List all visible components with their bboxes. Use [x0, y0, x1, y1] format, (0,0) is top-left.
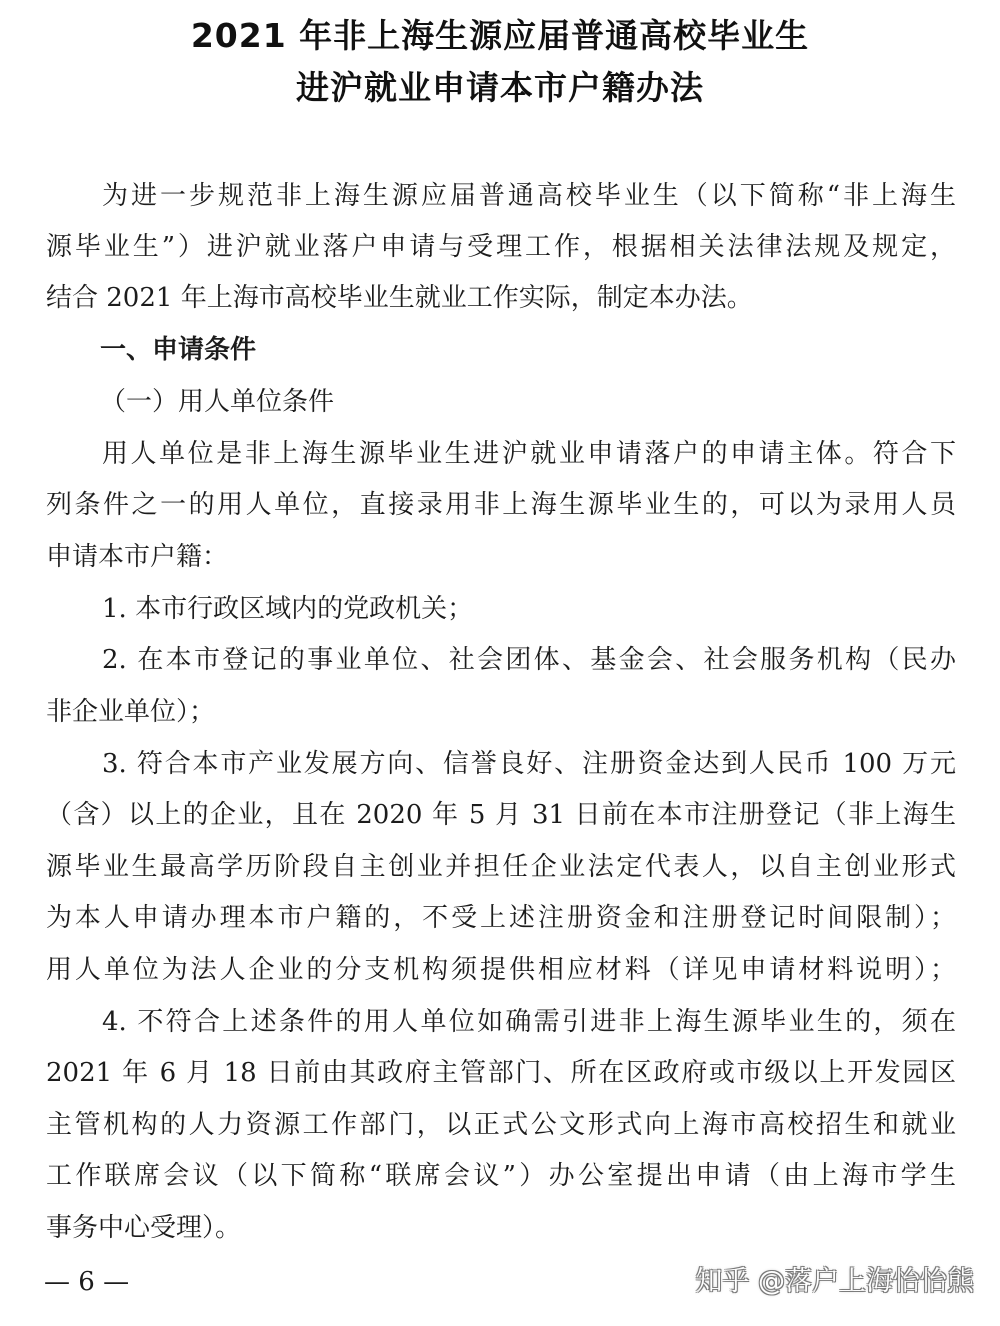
body-line: 申请本市户籍： — [46, 542, 229, 572]
list-item-2-line: 非企业单位）； — [46, 697, 216, 727]
list-item-4-line: 2021 年 6 月 18 日前由其政府主管部门、所在区政府或市级以上开发园区 — [46, 1058, 956, 1088]
list-item-3-line: 源毕业生最高学历阶段自主创业并担任企业法定代表人，以自主创业形式 — [46, 852, 956, 882]
document-title-line-1: 2021 年非上海生源应届普通高校毕业生 — [190, 16, 810, 55]
list-item-4-line: 4. 不符合上述条件的用人单位如确需引进非上海生源毕业生的，须在 — [102, 1007, 956, 1037]
body-line: 列条件之一的用人单位，直接录用非上海生源毕业生的，可以为录用人员 — [46, 490, 956, 520]
list-item-3-line: 用人单位为法人企业的分支机构须提供相应材料（详见申请材料说明）； — [46, 955, 956, 985]
intro-line: 源毕业生”）进沪就业落户申请与受理工作，根据相关法律法规及规定， — [46, 232, 956, 262]
intro-line: 为进一步规范非上海生源应届普通高校毕业生（以下简称“非上海生 — [102, 181, 956, 211]
list-item-3-line: 3. 符合本市产业发展方向、信誉良好、注册资金达到人民币 100 万元 — [102, 749, 956, 779]
list-item-1: 1. 本市行政区域内的党政机关； — [102, 594, 474, 624]
watermark: 知乎 @落户上海怡怡熊 — [695, 1266, 974, 1297]
list-item-4-line: 主管机构的人力资源工作部门，以正式公文形式向上海市高校招生和就业 — [46, 1110, 956, 1140]
list-item-3-line: （含）以上的企业，且在 2020 年 5 月 31 日前在本市注册登记（非上海生 — [46, 800, 956, 830]
section-heading: 一、申请条件 — [100, 335, 257, 365]
list-item-2-line: 2. 在本市登记的事业单位、社会团体、基金会、社会服务机构（民办 — [102, 645, 956, 675]
intro-line: 结合 2021 年上海市高校毕业生就业工作实际，制定本办法。 — [46, 283, 753, 313]
list-item-3-line: 为本人申请办理本市户籍的，不受上述注册资金和注册登记时间限制）； — [46, 903, 956, 933]
subsection-heading: （一）用人单位条件 — [100, 387, 335, 417]
document-title-line-2: 进沪就业申请本市户籍办法 — [296, 68, 704, 107]
list-item-4-line: 工作联席会议（以下简称“联席会议”）办公室提出申请（由上海市学生 — [46, 1161, 956, 1191]
page-number: — 6 — — [44, 1267, 130, 1297]
list-item-4-line: 事务中心受理）。 — [46, 1213, 242, 1243]
body-line: 用人单位是非上海生源毕业生进沪就业申请落户的申请主体。符合下 — [102, 439, 956, 469]
